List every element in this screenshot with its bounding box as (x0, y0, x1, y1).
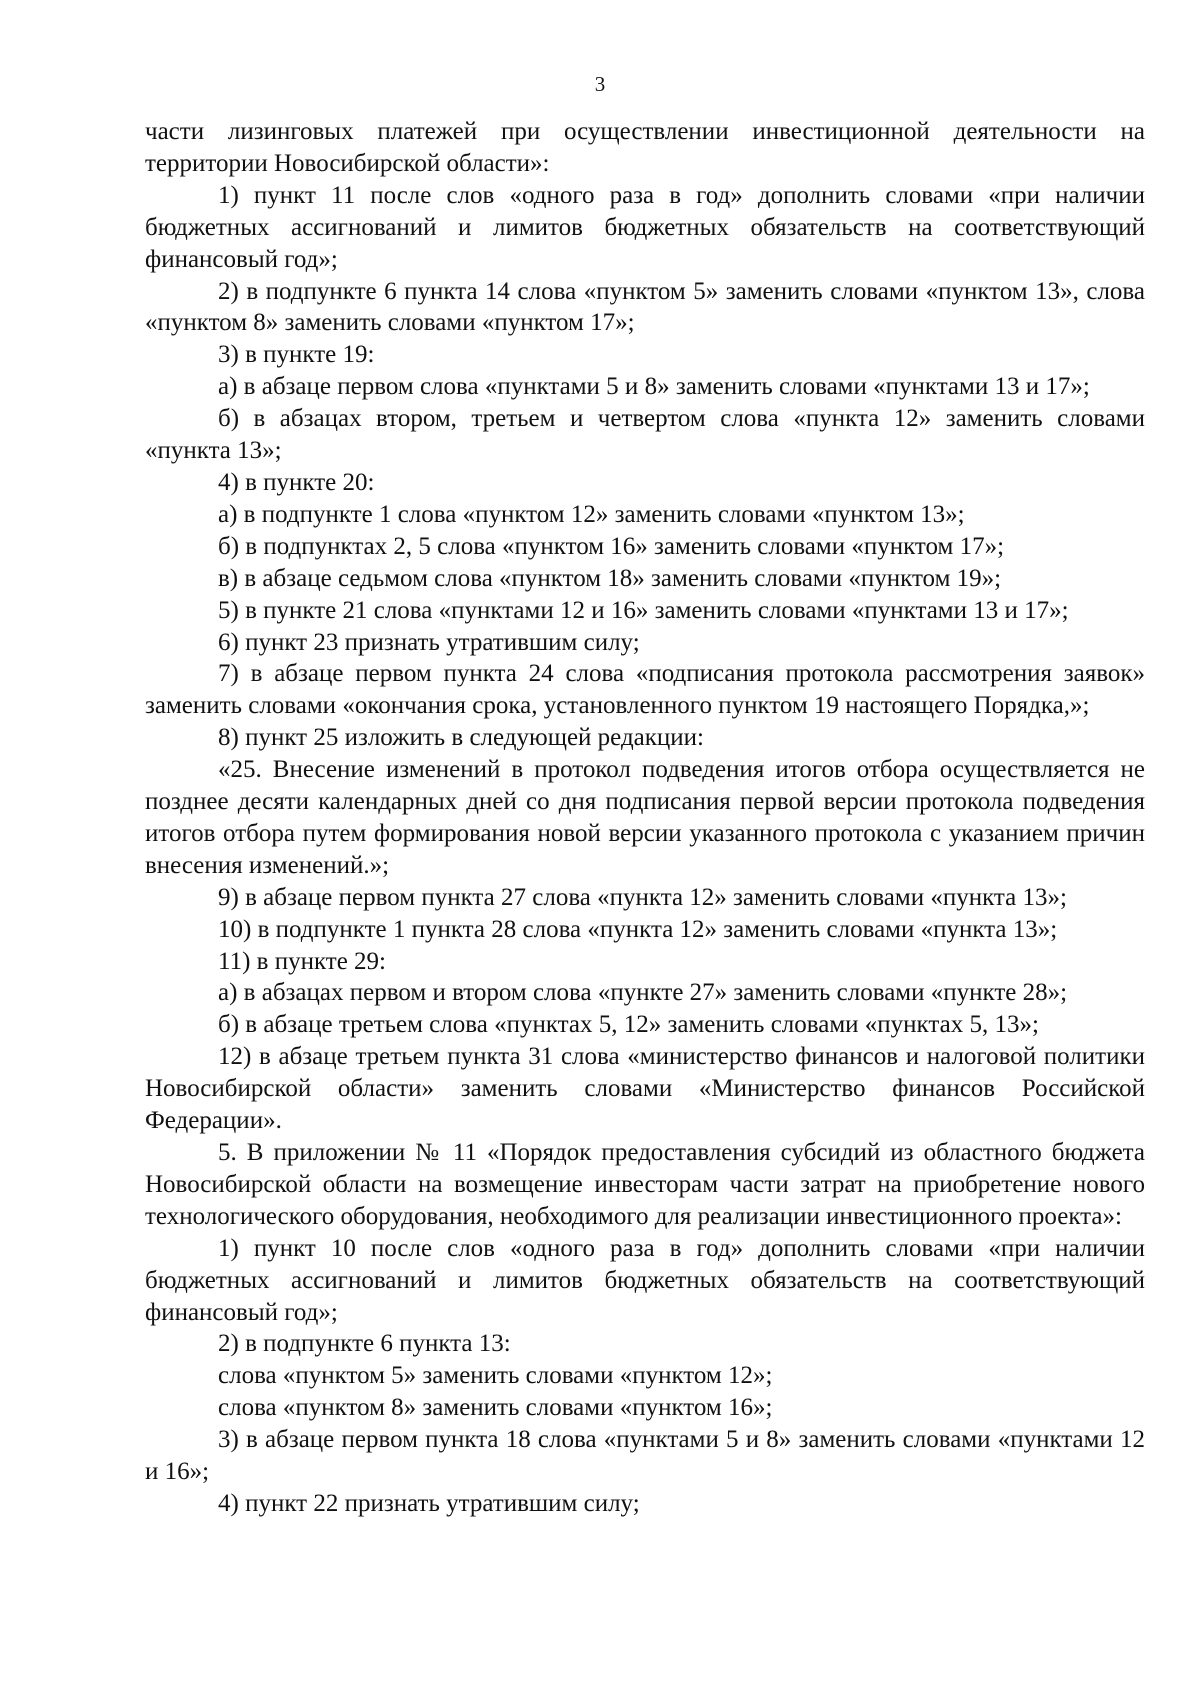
paragraph: б) в подпунктах 2, 5 слова «пунктом 16» заменить словами «пунктом 17»; (218, 532, 1005, 560)
paragraph: 4) пункт 22 признать утратившим силу; (218, 1489, 640, 1517)
paragraph: 7) в абзаце первом пункта 24 слова «подписания протокола рассмотрения заявок» заменить словами «окончания срока, установленного пунктом 19 настоящего Порядка,»; (145, 660, 1145, 720)
page-number: 3 (594, 72, 606, 96)
paragraph: 5. В приложении № 11 «Порядок предоставления субсидий из областного бюджета Новосибирской области на возмещение инвесторам части затрат на приобретение нового технологического оборудования, необходимого для реализации инвестиционного проекта»: (145, 1139, 1145, 1230)
paragraph: 9) в абзаце первом пункта 27 слова «пункта 12» заменить словами «пункта 13»; (218, 883, 1067, 911)
paragraph: 10) в подпункте 1 пункта 28 слова «пункта 12» заменить словами «пункта 13»; (218, 915, 1058, 943)
paragraph: 11) в пункте 29: (218, 947, 386, 975)
paragraph: слова «пунктом 5» заменить словами «пунктом 12»; (218, 1362, 773, 1390)
document-body (145, 116, 1145, 1520)
paragraph: 3) в пункте 19: (218, 341, 375, 369)
paragraph: «25. Внесение изменений в протокол подведения итогов отбора осуществляется не позднее десяти календарных дней со дня подписания первой версии протокола подведения итогов отбора путем формирования новой версии указанного протокола с указанием причин внесения изменений.»; (145, 756, 1145, 879)
paragraph: а) в подпункте 1 слова «пунктом 12» заменить словами «пунктом 13»; (218, 500, 965, 528)
paragraph: а) в абзаце первом слова «пунктами 5 и 8» заменить словами «пунктами 13 и 17»; (218, 373, 1090, 401)
paragraph: а) в абзацах первом и втором слова «пункте 27» заменить словами «пункте 28»; (218, 979, 1068, 1007)
paragraph: в) в абзаце седьмом слова «пунктом 18» заменить словами «пунктом 19»; (218, 564, 1002, 592)
paragraph: слова «пунктом 8» заменить словами «пунктом 16»; (218, 1394, 773, 1422)
paragraph: 8) пункт 25 изложить в следующей редакции: (218, 724, 704, 752)
paragraph: 6) пункт 23 признать утратившим силу; (218, 628, 640, 656)
paragraph: 5) в пункте 21 слова «пунктами 12 и 16» заменить словами «пунктами 13 и 17»; (218, 596, 1069, 624)
paragraph: 3) в абзаце первом пункта 18 слова «пунктами 5 и 8» заменить словами «пунктами 12 и 16»; (145, 1426, 1145, 1486)
paragraph: б) в абзаце третьем слова «пунктах 5, 12» заменить словами «пунктах 5, 13»; (218, 1011, 1039, 1039)
paragraph: части лизинговых платежей при осуществлении инвестиционной деятельности на территории Новосибирской области»: (145, 118, 1145, 177)
paragraph: 2) в подпункте 6 пункта 14 слова «пунктом 5» заменить словами «пунктом 13», слова «пунктом 8» заменить словами «пунктом 17»; (145, 277, 1145, 337)
paragraph: 1) пункт 10 после слов «одного раза в год» дополнить словами «при наличии бюджетных ассигнований и лимитов бюджетных обязательств на соответствующий финансовый год»; (145, 1234, 1145, 1326)
paragraph: 12) в абзаце третьем пункта 31 слова «министерство финансов и налоговой политики Новосибирской области» заменить словами «Министерство финансов Российской Федерации». (145, 1043, 1145, 1135)
paragraph: 4) в пункте 20: (218, 468, 375, 496)
paragraph: б) в абзацах втором, третьем и четвертом слова «пункта 12» заменить словами «пункта 13»; (145, 405, 1145, 465)
paragraph: 2) в подпункте 6 пункта 13: (218, 1330, 511, 1358)
paragraph: 1) пункт 11 после слов «одного раза в год» дополнить словами «при наличии бюджетных ассигнований и лимитов бюджетных обязательств на соответствующий финансовый год»; (145, 181, 1145, 273)
